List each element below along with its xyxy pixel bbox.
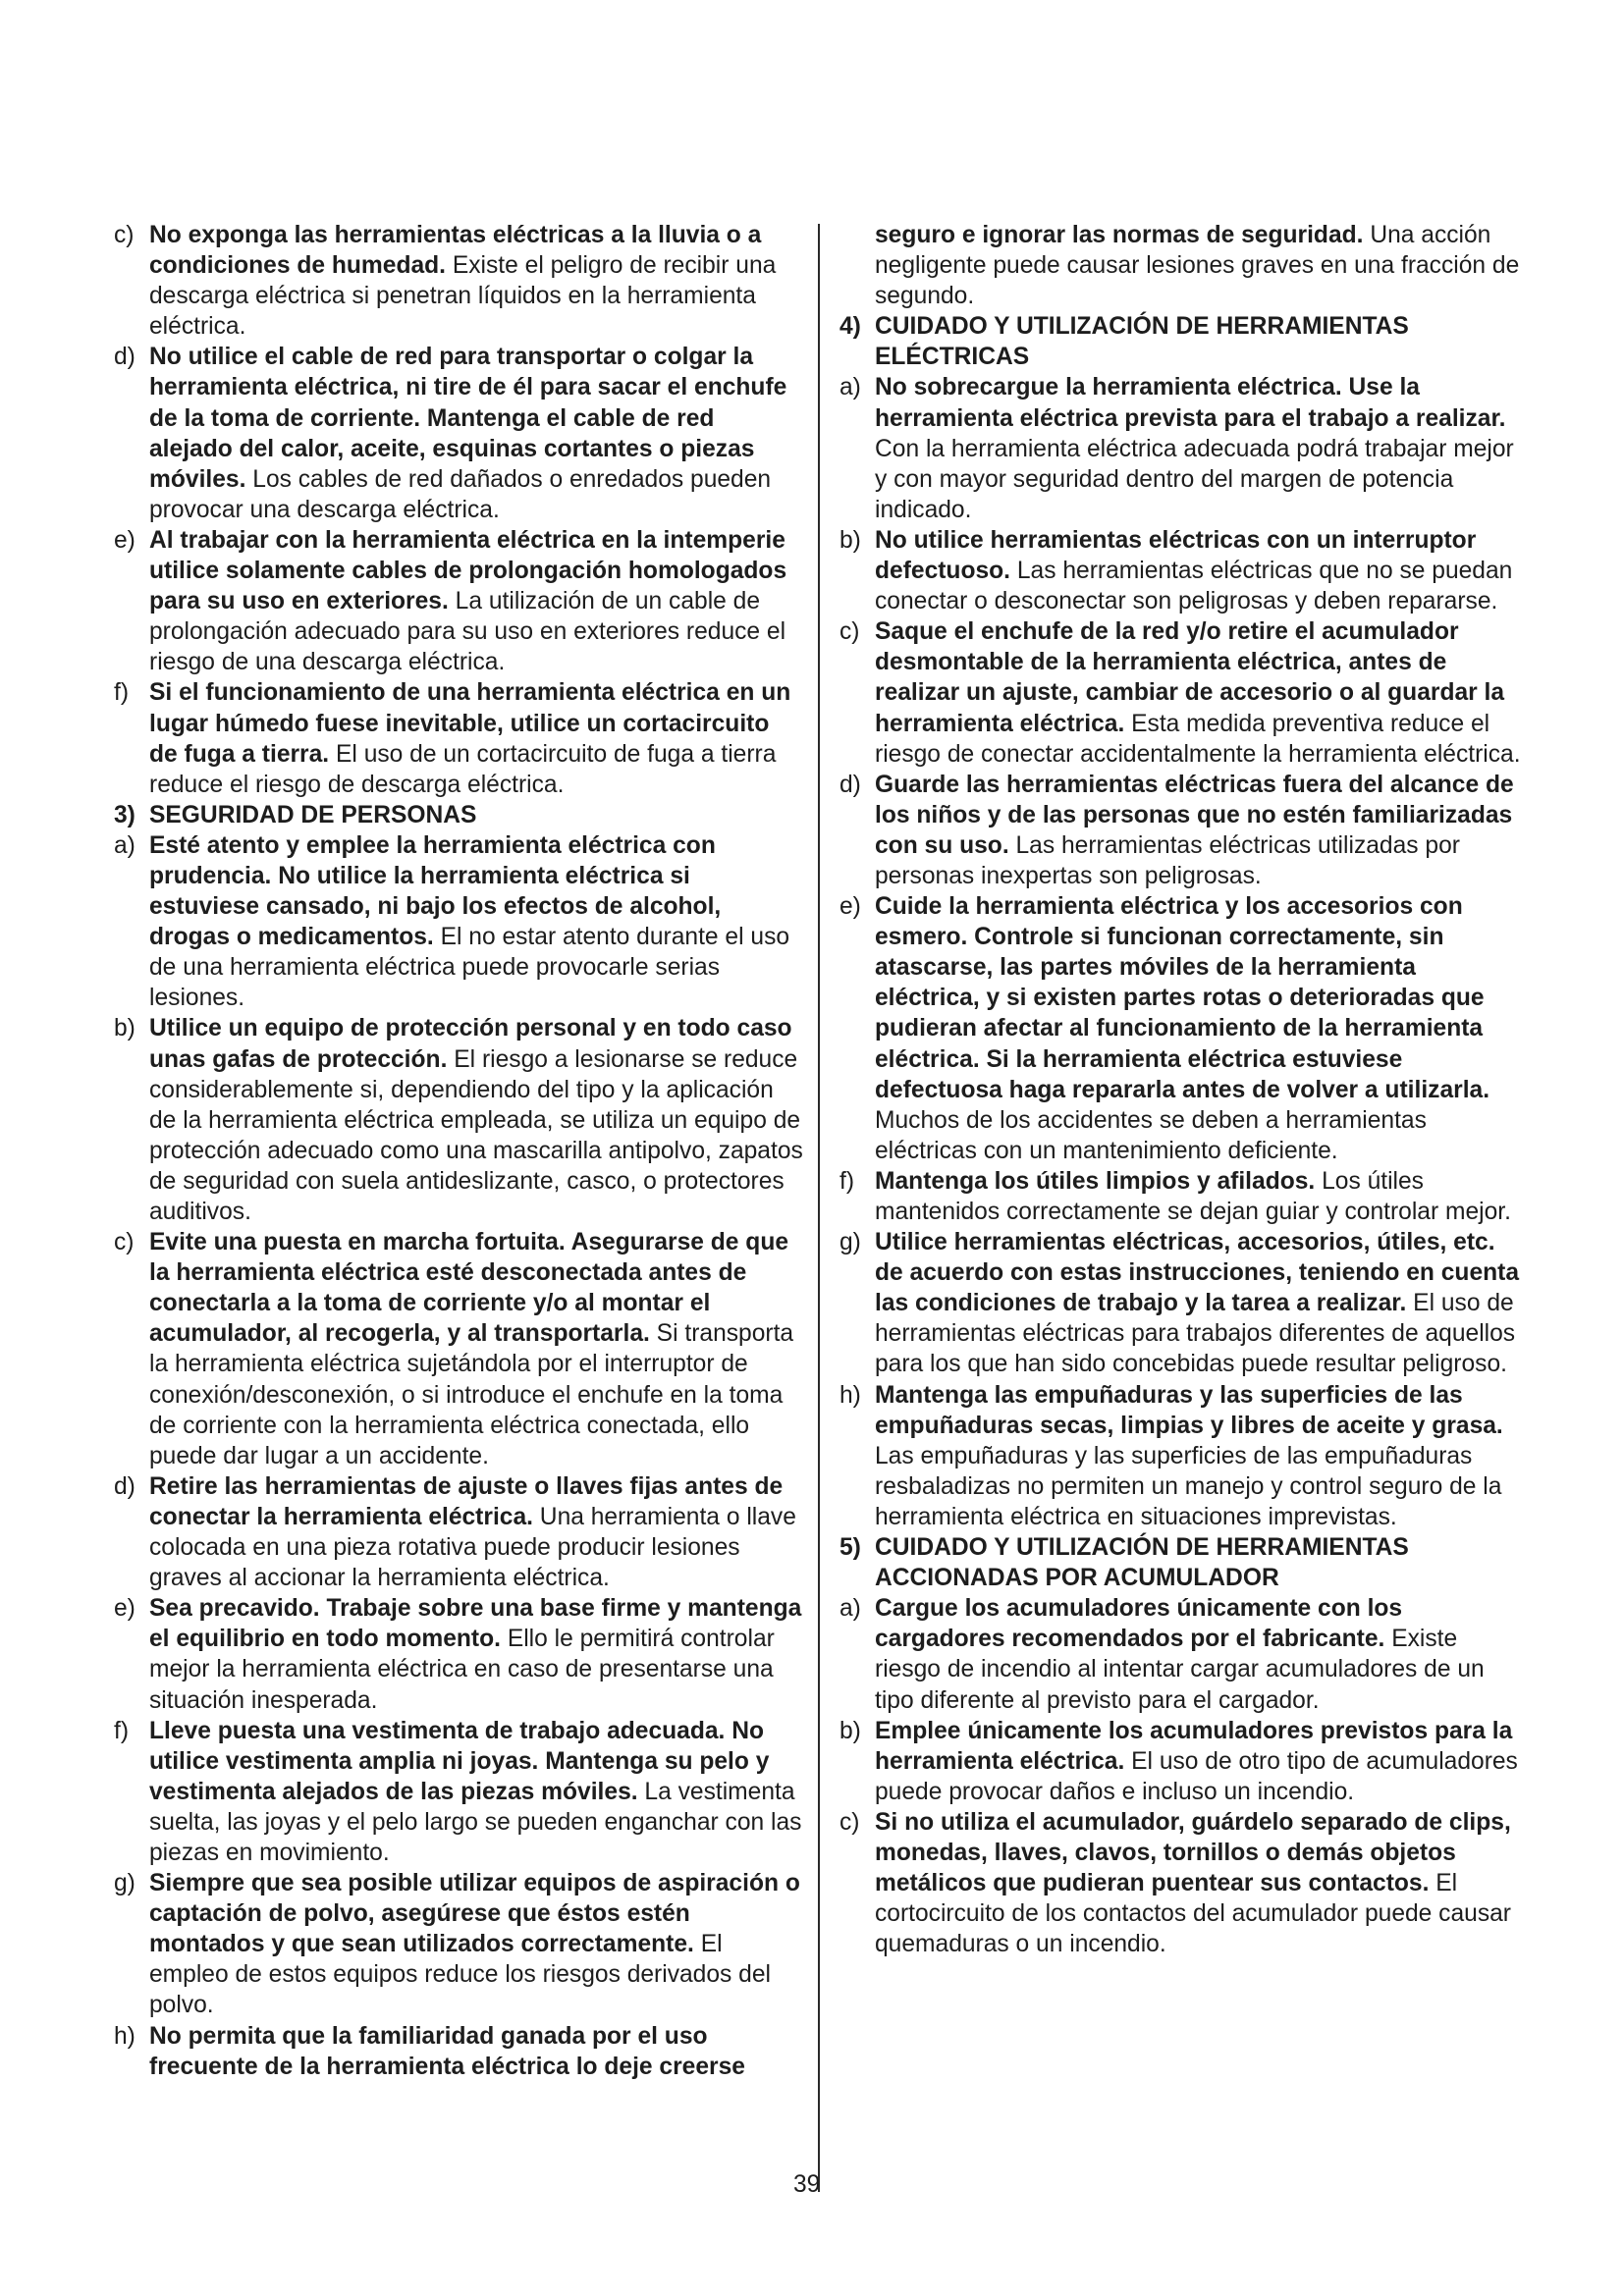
list-item: [839, 616, 1527, 769]
item-body-text: Muchos de los accidentes se deben a herramientas eléctricas con un mantenimiento deficiente.: [875, 1106, 1427, 1164]
list-item: [114, 1013, 803, 1227]
item-text: [149, 220, 803, 342]
item-bold-text: Mantenga los útiles limpios y afilados.: [875, 1167, 1316, 1195]
item-body-text: Existe el peligro de recibir una descarga eléctrica si penetran líquidos en la herramienta eléctrica.: [149, 252, 777, 341]
section-heading: [839, 311, 1527, 372]
item-text: [149, 677, 803, 799]
list-item: [114, 830, 803, 1014]
item-body-text: El uso de un cortacircuito de fuga a tierra reduce el riesgo de descarga eléctrica.: [149, 740, 777, 798]
section-heading: [839, 1532, 1527, 1593]
item-body-text: Esta medida preventiva reduce el riesgo de conectar accidentalmente la herramienta eléctrica.: [875, 710, 1521, 768]
item-bold-text: Si el funcionamiento de una herramienta eléctrica en un lugar húmedo fuese inevitable, utilice un cortacircuito de fuga a tierra.: [149, 679, 791, 768]
item-label: 4): [839, 313, 861, 341]
item-text: [149, 1716, 803, 1868]
right-column: [839, 220, 1527, 1959]
list-item: [114, 1471, 803, 1593]
item-text: [149, 1593, 803, 1715]
item-bold-text: Saque el enchufe de la red y/o retire el acumulador desmontable de la herramienta eléctrica, antes de realizar un ajuste, cambiar de accesorio o al guardar la herramienta eléctrica.: [875, 618, 1505, 737]
list-item: [114, 1868, 803, 2020]
item-body-text: Existe riesgo de incendio al intentar cargar acumuladores de un tipo diferente al previsto para el cargador.: [875, 1626, 1485, 1714]
item-label: a): [839, 1595, 861, 1623]
left-column: [114, 220, 803, 2082]
item-body-text: Las herramientas eléctricas utilizadas por personas inexpertas son peligrosas.: [875, 831, 1460, 889]
item-label: d): [114, 344, 135, 371]
list-item: [114, 2021, 803, 2082]
item-body-text: El uso de otro tipo de acumuladores puede provocar daños e incluso un incendio.: [875, 1747, 1518, 1805]
section-heading: [114, 800, 803, 830]
item-text: [875, 1593, 1527, 1715]
list-item: [114, 1227, 803, 1471]
item-label: b): [839, 1717, 861, 1744]
item-text: [875, 616, 1527, 769]
item-bold-text: Lleve puesta una vestimenta de trabajo adecuada. No utilice vestimenta amplia ni joyas. Mantenga su pelo y vestimenta alejados de las piezas móviles.: [149, 1717, 770, 1805]
item-label: e): [114, 1595, 135, 1623]
item-text: [875, 1380, 1527, 1532]
item-body-text: Ello le permitirá controlar mejor la herramienta eléctrica en caso de presentarse una situación inesperada.: [149, 1626, 775, 1714]
item-bold-text: Cuide la herramienta eléctrica y los accesorios con esmero. Controle si funcionan correctamente, sin atascarse, las partes móviles de la herramienta eléctrica, y si existen partes rotas o deterioradas que pudieran afectar al funcionamiento de la herramienta eléctrica. Si la herramienta eléctrica estuviese defectuosa haga repararla antes de volver a utilizarla.: [875, 893, 1490, 1103]
list-item: [114, 525, 803, 677]
item-body-text: La utilización de un cable de prolongación adecuado para su uso en exteriores reduce el riesgo de una descarga eléctrica.: [149, 588, 786, 676]
item-bold-text: CUIDADO Y UTILIZACIÓN DE HERRAMIENTAS ELÉCTRICAS: [875, 313, 1409, 371]
item-text: [149, 342, 803, 525]
list-item: [839, 1716, 1527, 1807]
item-bold-text: Cargue los acumuladores únicamente con los cargadores recomendados por el fabricante.: [875, 1595, 1403, 1653]
item-body-text: El uso de herramientas eléctricas para trabajos diferentes de aquellos para los que han sido concebidas puede resultar peligroso.: [875, 1290, 1516, 1378]
item-label: c): [839, 1808, 860, 1836]
item-body-text: Los útiles mantenidos correctamente se dejan guiar y controlar mejor.: [875, 1167, 1511, 1225]
item-label: h): [114, 2022, 135, 2050]
item-body-text: El riesgo a lesionarse se reduce considerablemente si, dependiendo del tipo y la aplicación de la herramienta eléctrica empleada, se utiliza un equipo de protección adecuado como una mascarilla antipolvo, zapatos de seguridad con suela antideslizante, casco, o protectores auditivos.: [149, 1045, 803, 1225]
item-label: e): [839, 893, 861, 921]
list-item: [839, 891, 1527, 1166]
item-label: d): [114, 1472, 135, 1500]
item-label: h): [839, 1381, 861, 1409]
item-label: d): [839, 771, 861, 798]
item-bold-text: No permita que la familiaridad ganada por el uso frecuente de la herramienta eléctrica lo deje creerse: [149, 2022, 745, 2080]
continued-paragraph: [839, 220, 1527, 311]
item-body-text: El no estar atento durante el uso de una herramienta eléctrica puede provocarle serias lesiones.: [149, 924, 790, 1012]
column-divider: [818, 224, 820, 2192]
item-label: 3): [114, 801, 135, 828]
list-item: [839, 770, 1527, 891]
list-item: [839, 1593, 1527, 1715]
item-bold-text: Emplee únicamente los acumuladores previstos para la herramienta eléctrica.: [875, 1717, 1513, 1775]
item-text: [875, 1716, 1527, 1807]
list-item: [839, 1227, 1527, 1379]
item-text: [149, 1227, 803, 1471]
item-bold-text: CUIDADO Y UTILIZACIÓN DE HERRAMIENTAS ACCIONADAS POR ACUMULADOR: [875, 1534, 1409, 1592]
item-bold-text: Retire las herramientas de ajuste o llaves fijas antes de conectar la herramienta eléctrica.: [149, 1472, 784, 1530]
list-item: [114, 220, 803, 342]
item-bold-text: No utilice herramientas eléctricas con un interruptor defectuoso.: [875, 526, 1477, 585]
item-bold-text: Sea precavido. Trabaje sobre una base firme y mantenga el equilibrio en todo momento.: [149, 1595, 802, 1653]
item-text: [149, 800, 803, 830]
list-item: [114, 1716, 803, 1868]
item-bold-text: Mantenga las empuñaduras y las superficies de las empuñaduras secas, limpias y libres de aceite y grasa.: [875, 1381, 1503, 1439]
item-bold-text: Utilice herramientas eléctricas, accesorios, útiles, etc. de acuerdo con estas instrucciones, teniendo en cuenta las condiciones de trabajo y la tarea a realizar.: [875, 1229, 1520, 1317]
item-label: a): [839, 374, 861, 401]
continued-bold-text: seguro e ignorar las normas de seguridad.: [875, 222, 1364, 248]
item-body-text: Con la herramienta eléctrica adecuada podrá trabajar mejor y con mayor seguridad dentro del margen de potencia indicado.: [875, 435, 1514, 523]
item-label: c): [114, 1229, 135, 1256]
item-text: [149, 1868, 803, 2020]
item-body-text: El empleo de estos equipos reduce los riesgos derivados del polvo.: [149, 1931, 771, 2019]
list-item: [839, 372, 1527, 524]
item-body-text: La vestimenta suelta, las joyas y el pelo largo se pueden enganchar con las piezas en movimiento.: [149, 1778, 802, 1866]
item-text: [149, 1013, 803, 1227]
item-text: [875, 1166, 1527, 1227]
item-label: e): [114, 526, 135, 554]
item-text: [875, 770, 1527, 891]
list-item: [839, 1380, 1527, 1532]
item-bold-text: Esté atento y emplee la herramienta eléctrica con prudencia. No utilice la herramienta eléctrica si estuviese cansado, ni bajo los efectos de alcohol, drogas o medicamentos.: [149, 831, 722, 951]
item-label: f): [839, 1167, 855, 1195]
item-text: [875, 1532, 1527, 1593]
item-label: b): [114, 1015, 135, 1042]
page-number: 39: [793, 2171, 821, 2198]
item-text: [875, 372, 1527, 524]
continued-body-text: Una acción negligente puede causar lesiones graves en una fracción de segundo.: [875, 222, 1520, 310]
item-bold-text: No exponga las herramientas eléctricas a la lluvia o a condiciones de humedad.: [149, 222, 762, 280]
item-bold-text: Guarde las herramientas eléctricas fuera del alcance de los niños y de las personas que no estén familiarizadas con su uso.: [875, 771, 1514, 859]
item-text: [149, 1471, 803, 1593]
item-body-text: Las empuñaduras y las superficies de las empuñaduras resbaladizas no permiten un manejo y control seguro de la herramienta eléctrica en situaciones imprevistas.: [875, 1442, 1502, 1530]
item-label: f): [114, 679, 130, 707]
item-label: f): [114, 1717, 130, 1744]
list-item: [114, 1593, 803, 1715]
item-text: [875, 891, 1527, 1166]
list-item: [839, 1166, 1527, 1227]
item-body-text: Una herramienta o llave colocada en una pieza rotativa puede producir lesiones graves al accionar la herramienta eléctrica.: [149, 1503, 796, 1592]
item-text: [149, 2021, 803, 2082]
item-body-text: Si transporta la herramienta eléctrica sujetándola por el interruptor de conexión/desconexión, o si introduce el enchufe en la toma de corriente con la herramienta eléctrica conectada, ello puede dar lugar a un accidente.: [149, 1320, 794, 1469]
item-bold-text: No sobrecargue la herramienta eléctrica. Use la herramienta eléctrica prevista para el trabajo a realizar.: [875, 374, 1506, 432]
item-label: c): [839, 618, 860, 646]
item-bold-text: Si no utiliza el acumulador, guárdelo separado de clips, monedas, llaves, clavos, tornillos o demás objetos metálicos que pudieran puentear sus contactos.: [875, 1808, 1511, 1897]
item-label: b): [839, 526, 861, 554]
item-bold-text: No utilice el cable de red para transportar o colgar la herramienta eléctrica, ni tire de él para sacar el enchufe de la toma de corriente. Mantenga el cable de red alejado del calor, aceite, esquinas cortantes o piezas móviles.: [149, 344, 787, 493]
list-item: [114, 342, 803, 525]
item-body-text: Las herramientas eléctricas que no se puedan conectar o desconectar son peligrosas y deben repararse.: [875, 558, 1513, 615]
item-bold-text: SEGURIDAD DE PERSONAS: [149, 801, 477, 828]
item-text: [875, 311, 1527, 372]
list-item: [114, 677, 803, 799]
item-body-text: El cortocircuito de los contactos del acumulador puede causar quemaduras o un incendio.: [875, 1870, 1511, 1958]
list-item: [839, 1807, 1527, 1959]
item-bold-text: Siempre que sea posible utilizar equipos de aspiración o captación de polvo, asegúrese que éstos estén montados y que sean utilizados correctamente.: [149, 1870, 800, 1958]
item-label: g): [839, 1229, 861, 1256]
item-label: c): [114, 222, 135, 248]
item-text: [149, 830, 803, 1014]
item-text: [875, 1807, 1527, 1959]
item-bold-text: Utilice un equipo de protección personal y en todo caso unas gafas de protección.: [149, 1015, 792, 1073]
item-text: [875, 1227, 1527, 1379]
item-bold-text: Evite una puesta en marcha fortuita. Asegurarse de que la herramienta eléctrica esté desconectada antes de conectarla a la toma de corriente y/o al montar el acumulador, al recogerla, y al transportarla.: [149, 1229, 789, 1348]
item-text: [149, 525, 803, 677]
item-text: [875, 525, 1527, 616]
list-item: [839, 525, 1527, 616]
item-label: g): [114, 1870, 135, 1897]
item-label: 5): [839, 1534, 861, 1562]
item-body-text: Los cables de red dañados o enredados pueden provocar una descarga eléctrica.: [149, 465, 772, 523]
item-bold-text: Al trabajar con la herramienta eléctrica en la intemperie utilice solamente cables de prolongación homologados para su uso en exteriores.: [149, 526, 787, 615]
item-label: a): [114, 831, 135, 859]
